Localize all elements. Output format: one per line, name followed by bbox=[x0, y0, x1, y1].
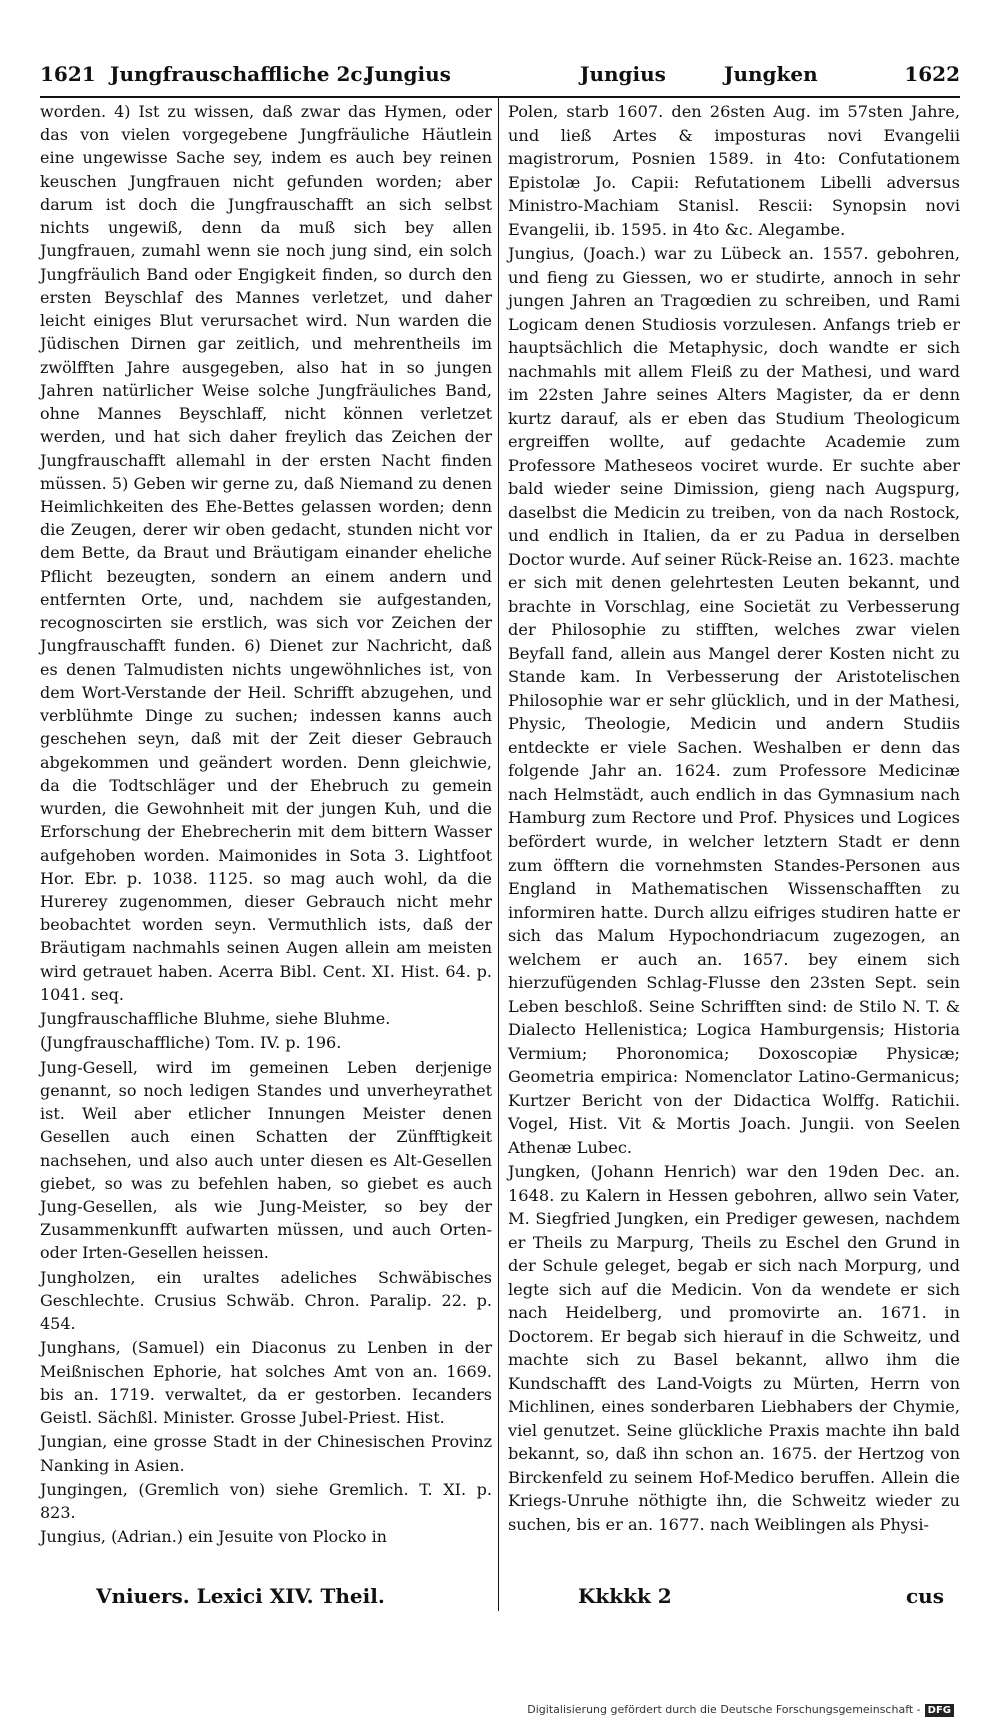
entry-jungian: Jungian, eine grosse Stadt in der Chinesischen Provinz Nanking in Asien. bbox=[40, 1432, 492, 1475]
entry-jungingen: Jungingen, (Gremlich von) siehe Gremlich. T. XI. p. 823. bbox=[40, 1479, 492, 1523]
running-head-right: Jungken bbox=[724, 62, 818, 86]
running-head-left: Jungfrauschaffliche 2c. bbox=[110, 62, 370, 86]
entry-jungfrauschafft-continued: worden. 4) Ist zu wissen, daß zwar das Hymen, oder das von vielen vorgegebene Jungfräuliche Häutlein eine ungewisse Sache sey, indem es auch bey reinen keuschen Jungfrauen nicht gefunden worden; aber darum ist doch die Jungfrauschafft an sich selbst nichts ungewiß, denn da muß sich bey allen Jungfrauen, zumahl wenn sie noch jung sind, ein solch Jungfräulich Band oder Engigkeit finden, so durch den ersten Beyschlaf des Mannes verletzet, und daher leicht einiges Blut verursachet wird. Nun warden die Jüdischen Dirnen gar zeitlich, und mehrentheils im zwölfften Jahre ausgegeben, also hat in so jungen Jahren natürlicher Weise solche Jungfräuliches Band, ohne Mannes Beyschlaff, nicht können verletzet werden, und hat sich daher freylich das Zeichen der Jungfrauschafft allemahl in der ersten Nacht finden müssen. 5) Geben wir gerne zu, daß Niemand zu denen Heimlichkeiten des Ehe-Bettes gelassen worden; denn die Zeugen, derer wir oben gedacht, stunden nicht vor dem Bette, da Braut und Bräutigam einander eheliche Pflicht bezeugten, sondern an einem andern und entfernten Orte, und, nachdem sie aufgestanden, recognoscirten sie erstlich, was sich vor Zeichen der Jungfrauschafft funden. 6) Dienet zur Nachricht, daß es denen Talmudisten nichts ungewöhnliches ist, von dem Wort-Verstande der Heil. Schrifft abzugehen, und verblühmte Dinge zu suchen; indessen kanns auch geschehen seyn, daß mit der Zeit dieser Gebrauch abgekommen und geändert worden. Denn gleichwie, da die Todtschläger und der Ehebruch zu gemein wurden, die Gewohnheit mit der jungen Kuh, und die Erforschung der Ehebrecherin mit dem bittern Wasser aufgehoben worden. Maimonides in Sota 3. Lightfoot Hor. Ebr. p. 1038. 1125. so mag auch wohl, da die Hurerey zugenommen, dieser Gebrauch nicht mehr beobachtet worden seyn. Vermuthlich ists, daß der Bräutigam nachmahls seinen Augen allein am meisten wird getrauet haben. Acerra Bibl. Cent. XI. Hist. 64. p. 1041. seq. bbox=[40, 102, 492, 1004]
entry-jungken-johann-henrich: Jungken, (Johann Henrich) war den 19den Dec. an. 1648. zu Kalern in Hessen gebohren, allwo sein Vater, M. Siegfried Jungken, ein Prediger gewesen, nachdem er Theils zu Marpurg, Theils zu Eschel den Grund in der Schule geleget, begab er sich nach Morpurg, und legte sich auf die Medicin. Von da wendete er sich nach Heidelberg, und promovirte an. 1671. in Doctorem. Er begab sich hierauf in die Schweitz, und machte sich zu Basel bekannt, allwo ihm die Kundschafft des Land-Voigts zu Mürten, Herrn von Michlinen, eines sonderbaren Liebhabers der Chymie, viel genutzet. Seine glückliche Praxis machte ihn bald bekannt, so, daß ihn schon an. 1675. der Hertzog von Birckenfeld zu seinem Hof-Medico beruffen. Allein die Kriegs-Unruhe nöthigte ihn, die Schweitz wieder zu suchen, bis er an. 1677. nach Weiblingen als Physi- bbox=[508, 1162, 960, 1534]
catchword-left: Jungius bbox=[365, 62, 451, 86]
page-number-left: 1621 bbox=[40, 62, 96, 86]
signature-mark: Kkkkk 2 bbox=[578, 1584, 672, 1608]
digitization-credit bbox=[527, 1703, 954, 1717]
catchword-bottom: cus bbox=[906, 1584, 944, 1608]
page-header bbox=[40, 62, 960, 96]
entry-jung-gesell: Jung-Gesell, wird im gemeinen Leben derjenige genannt, so noch ledigen Standes und unverheyrathet ist. Weil aber etlicher Innungen Meister denen Gesellen auch einen Schatten der Zünfftigkeit nachsehen, und also auch unter diesen es Alt-Gesellen giebet, so was zu befehlen haben, so giebet es auch Jung-Gesellen, als wie Jung-Meister, so bey der Zusammenkunfft aufwarten müssen, und auch Orten- oder Irten-Gesellen heissen. bbox=[40, 1057, 492, 1263]
header-rule bbox=[40, 96, 960, 98]
signature-volume: Vniuers. Lexici XIV. Theil. bbox=[96, 1584, 385, 1608]
entry-jungfrauschaffliche: (Jungfrauschaffliche) Tom. IV. p. 196. bbox=[40, 1033, 342, 1053]
catchword-right: Jungius bbox=[580, 62, 666, 86]
dfg-logo: DFG bbox=[925, 1704, 954, 1717]
column-separator bbox=[498, 96, 499, 1611]
entry-jungius-adrian: Jungius, (Adrian.) ein Jesuite von Plocko in bbox=[40, 1527, 387, 1547]
right-column bbox=[508, 100, 960, 1536]
credit-text: Digitalisierung gefördert durch die Deutsche Forschungsgemeinschaft - bbox=[527, 1703, 921, 1716]
entry-jungius-joach: Jungius, (Joach.) war zu Lübeck an. 1557. gebohren, und fieng zu Giessen, wo er studirte, annoch in sehr jungen Jahren an Tragœdien zu schreiben, und Rami Logicam denen Studiosis vorzulesen. Anfangs trieb er hauptsächlich die Metaphysic, doch wandte er sich nachmahls mit allem Fleiß zu der Mathesi, und ward im 22sten Jahre seines Alters Magister, da er denn kurtz darauf, als er eben das Studium Theologicum ergreiffen wollte, auf gedachte Academie zum Professore Matheseos vociret wurde. Er suchte aber bald wieder seine Dimission, gieng nach Augspurg, daselbst die Medicin zu treiben, von da nach Rostock, und endlich in Italien, da er zu Padua in derselben Doctor wurde. Auf seiner Rück-Reise an. 1623. machte er sich mit denen gelehrtesten Leuten bekannt, und brachte in Vorschlag, eine Societät zu Verbesserung der Philosophie zu stifften, welches zwar vielen Beyfall fand, allein aus Mangel derer Kosten nicht zu Stande kam. In Verbesserung der Aristotelischen Philosophie war er sehr glücklich, und in der Mathesi, Physic, Theologie, Medicin und andern Studiis entdeckte er viele Sachen. Weshalben er denn das folgende Jahr an. 1624. zum Professore Medicinæ nach Helmstädt, auch endlich in das Gymnasium nach Hamburg zum Rectore und Prof. Physices und Logices befördert wurde, in welcher letztern Stadt er denn zum öfftern die vornehmsten Standes-Personen aus England in Mathematischen Wissenschafften zu informiren hatte. Durch allzu eifriges studiren hatte er sich das Malum Hypochondriacum zugezogen, an welchem er auch an. 1657. bey einem sich hierzufügenden Schlag-Flusse den 23sten Sept. sein Leben beschloß. Seine Schrifften sind: de Stilo N. T. & Dialecto Hellenistica; Logica Hamburgensis; Historia Vermium; Phoronomica; Doxoscopiæ Physicæ; Geometria empirica: Nomenclator Latino-Germanicus; Kurtzer Bericht von der Didactica Wolffg. Ratichii. Vogel, Hist. Vit & Mortis Joach. Jungii. von Seelen Athenæ Lubec. bbox=[508, 244, 960, 1157]
entry-jungholzen: Jungholzen, ein uraltes adeliches Schwäbisches Geschlechte. Crusius Schwäb. Chron. Paralip. 22. p. 454. bbox=[40, 1267, 492, 1334]
left-column bbox=[40, 100, 492, 1549]
entry-jungius-adrian-continued: Polen, starb 1607. den 26sten Aug. im 57sten Jahre, und ließ Artes & imposturas novi Evangelii magistrorum, Posnien 1589. in 4to: Confutationem Epistolæ Jo. Capii: Refutationem Libelli adversus Ministro-Machiam Stanisl. Rescii: Synopsin novi Evangelii, ib. 1595. in 4to &c. Alegambe. bbox=[508, 102, 960, 239]
page-number-right: 1622 bbox=[904, 62, 960, 86]
entry-jungfrauschaffliche-bluhme: Jungfrauschaffliche Bluhme, siehe Bluhme. bbox=[40, 1009, 391, 1029]
entry-junghans: Junghans, (Samuel) ein Diaconus zu Lenben in der Meißnischen Ephorie, hat solches Amt von an. 1669. bis an. 1719. verwaltet, da er gestorben. Iecanders Geistl. Sächßl. Minister. Grosse Jubel-Priest. Hist. bbox=[40, 1338, 492, 1428]
